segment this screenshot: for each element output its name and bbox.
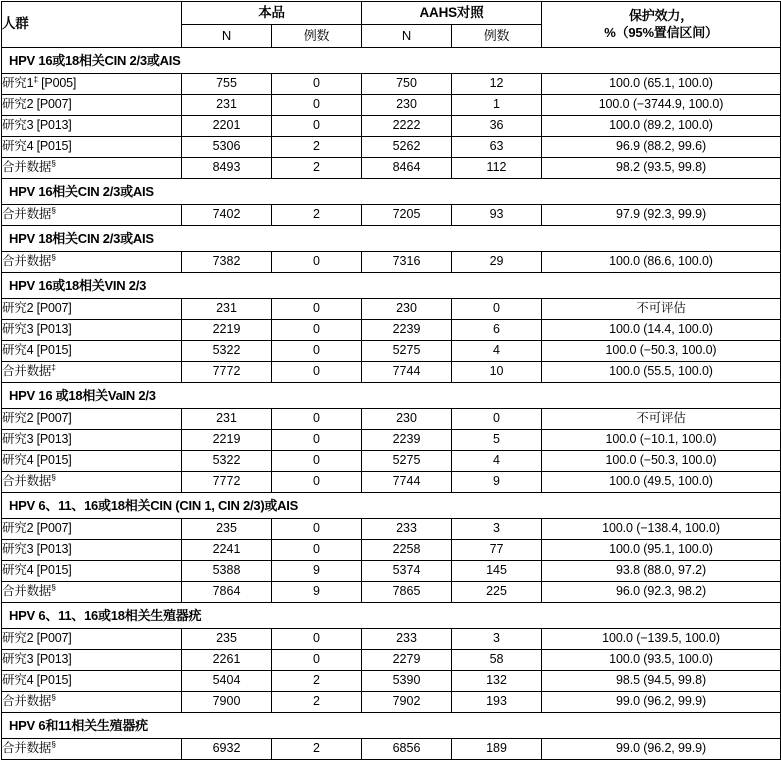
cell-efficacy: 100.0 (−3744.9, 100.0) xyxy=(542,95,781,116)
cell-efficacy: 100.0 (93.5, 100.0) xyxy=(542,650,781,671)
cell-control-cases: 63 xyxy=(452,137,542,158)
cell-vaccine-cases: 0 xyxy=(272,409,362,430)
cell-vaccine-n: 6932 xyxy=(182,739,272,760)
cell-control-cases: 10 xyxy=(452,362,542,383)
population-name: 研究2 xyxy=(2,301,34,316)
population-name: 研究4 xyxy=(2,563,34,578)
study-code: [P007] xyxy=(33,97,72,112)
table-row xyxy=(2,137,781,158)
cell-vaccine-n: 5322 xyxy=(182,341,272,362)
footnote-marker: § xyxy=(51,158,56,169)
table-header xyxy=(2,2,781,48)
cell-efficacy: 99.0 (96.2, 99.9) xyxy=(542,692,781,713)
section-title: HPV 6、11、16或18相关CIN (CIN 1, CIN 2/3)或AIS xyxy=(2,493,781,519)
cell-control-n: 7744 xyxy=(362,362,452,383)
population-name: 研究1 xyxy=(2,76,34,91)
cell-vaccine-n: 2241 xyxy=(182,540,272,561)
cell-efficacy: 不可评估 xyxy=(542,409,781,430)
cell-efficacy: 100.0 (−50.3, 100.0) xyxy=(542,451,781,472)
cell-control-n: 6856 xyxy=(362,739,452,760)
footnote-marker: § xyxy=(51,582,56,593)
population-name: 研究4 xyxy=(2,139,34,154)
cell-control-cases: 6 xyxy=(452,320,542,341)
population-name: 研究2 xyxy=(2,97,34,112)
table-row xyxy=(2,692,781,713)
cell-vaccine-n: 7772 xyxy=(182,362,272,383)
cell-control-cases: 3 xyxy=(452,519,542,540)
table-row xyxy=(2,629,781,650)
study-code: [P013] xyxy=(33,118,72,133)
population-name: 研究3 xyxy=(2,322,34,337)
cell-efficacy: 100.0 (65.1, 100.0) xyxy=(542,74,781,95)
footnote-marker: § xyxy=(51,692,56,703)
cell-efficacy: 不可评估 xyxy=(542,299,781,320)
cell-vaccine-cases: 2 xyxy=(272,158,362,179)
cell-control-cases: 29 xyxy=(452,252,542,273)
cell-population xyxy=(2,519,182,540)
table-row xyxy=(2,74,781,95)
column-header-control-cases: 例数 xyxy=(452,25,542,48)
cell-efficacy: 100.0 (14.4, 100.0) xyxy=(542,320,781,341)
cell-efficacy: 93.8 (88.0, 97.2) xyxy=(542,561,781,582)
cell-efficacy: 96.0 (92.3, 98.2) xyxy=(542,582,781,603)
cell-efficacy: 100.0 (−50.3, 100.0) xyxy=(542,341,781,362)
cell-population xyxy=(2,472,182,493)
footnote-marker: § xyxy=(51,472,56,483)
cell-population xyxy=(2,362,182,383)
efficacy-header-line1: 保护效力， xyxy=(629,8,694,24)
population-name: 研究3 xyxy=(2,652,34,667)
cell-vaccine-n: 7900 xyxy=(182,692,272,713)
cell-efficacy: 100.0 (89.2, 100.0) xyxy=(542,116,781,137)
cell-control-cases: 145 xyxy=(452,561,542,582)
table-row xyxy=(2,116,781,137)
cell-control-cases: 132 xyxy=(452,671,542,692)
section-title: HPV 16 或18相关VaIN 2/3 xyxy=(2,383,781,409)
cell-vaccine-cases: 0 xyxy=(272,320,362,341)
cell-vaccine-cases: 0 xyxy=(272,341,362,362)
cell-vaccine-cases: 2 xyxy=(272,205,362,226)
table-row xyxy=(2,299,781,320)
population-name: 合并数据 xyxy=(2,694,52,709)
column-header-population: 人群 xyxy=(2,2,182,48)
cell-control-n: 2222 xyxy=(362,116,452,137)
population-name: 研究2 xyxy=(2,411,34,426)
cell-efficacy: 97.9 (92.3, 99.9) xyxy=(542,205,781,226)
cell-control-cases: 5 xyxy=(452,430,542,451)
hpv-efficacy-table xyxy=(1,1,781,760)
population-name: 研究3 xyxy=(2,542,34,557)
cell-population xyxy=(2,299,182,320)
cell-vaccine-cases: 2 xyxy=(272,739,362,760)
cell-control-cases: 36 xyxy=(452,116,542,137)
cell-population xyxy=(2,320,182,341)
cell-efficacy: 100.0 (95.1, 100.0) xyxy=(542,540,781,561)
study-code: [P013] xyxy=(33,652,72,667)
cell-efficacy: 100.0 (−10.1, 100.0) xyxy=(542,430,781,451)
cell-vaccine-n: 235 xyxy=(182,519,272,540)
cell-control-n: 2239 xyxy=(362,430,452,451)
cell-vaccine-n: 235 xyxy=(182,629,272,650)
cell-control-cases: 193 xyxy=(452,692,542,713)
study-code: [P013] xyxy=(33,322,72,337)
population-name: 合并数据 xyxy=(2,741,52,756)
study-code: [P007] xyxy=(33,301,72,316)
table-row xyxy=(2,561,781,582)
section-header-row xyxy=(2,603,781,629)
cell-vaccine-cases: 0 xyxy=(272,629,362,650)
cell-vaccine-n: 7772 xyxy=(182,472,272,493)
study-code: [P007] xyxy=(33,521,72,536)
cell-vaccine-n: 2219 xyxy=(182,320,272,341)
cell-population xyxy=(2,341,182,362)
section-header-row xyxy=(2,383,781,409)
table-row xyxy=(2,409,781,430)
column-header-vaccine-group: 本品 xyxy=(182,2,362,25)
cell-control-n: 233 xyxy=(362,519,452,540)
cell-control-n: 7902 xyxy=(362,692,452,713)
cell-control-cases: 0 xyxy=(452,299,542,320)
table-row xyxy=(2,341,781,362)
cell-vaccine-cases: 0 xyxy=(272,519,362,540)
column-header-vaccine-cases: 例数 xyxy=(272,25,362,48)
cell-control-cases: 0 xyxy=(452,409,542,430)
footnote-marker: § xyxy=(51,739,56,750)
cell-vaccine-n: 7382 xyxy=(182,252,272,273)
cell-population xyxy=(2,650,182,671)
cell-vaccine-n: 5322 xyxy=(182,451,272,472)
cell-control-cases: 9 xyxy=(452,472,542,493)
cell-vaccine-cases: 0 xyxy=(272,430,362,451)
table-row xyxy=(2,252,781,273)
cell-population xyxy=(2,451,182,472)
section-header-row xyxy=(2,493,781,519)
population-name: 研究2 xyxy=(2,631,34,646)
cell-control-n: 7316 xyxy=(362,252,452,273)
cell-control-n: 7744 xyxy=(362,472,452,493)
cell-vaccine-n: 231 xyxy=(182,95,272,116)
section-title: HPV 16或18相关CIN 2/3或AIS xyxy=(2,48,781,74)
study-code: [P007] xyxy=(33,631,72,646)
table-row xyxy=(2,739,781,760)
cell-control-cases: 1 xyxy=(452,95,542,116)
column-header-control-group: AAHS对照 xyxy=(362,2,542,25)
cell-efficacy: 100.0 (86.6, 100.0) xyxy=(542,252,781,273)
cell-vaccine-cases: 2 xyxy=(272,671,362,692)
cell-efficacy: 98.2 (93.5, 99.8) xyxy=(542,158,781,179)
cell-vaccine-n: 5306 xyxy=(182,137,272,158)
cell-control-cases: 189 xyxy=(452,739,542,760)
population-name: 合并数据 xyxy=(2,584,52,599)
cell-vaccine-cases: 0 xyxy=(272,116,362,137)
cell-efficacy: 100.0 (55.5, 100.0) xyxy=(542,362,781,383)
cell-vaccine-cases: 0 xyxy=(272,362,362,383)
cell-control-n: 230 xyxy=(362,95,452,116)
population-name: 合并数据 xyxy=(2,254,52,269)
population-name: 合并数据 xyxy=(2,364,52,379)
cell-efficacy: 96.9 (88.2, 99.6) xyxy=(542,137,781,158)
cell-population xyxy=(2,671,182,692)
cell-vaccine-n: 755 xyxy=(182,74,272,95)
section-title: HPV 16相关CIN 2/3或AIS xyxy=(2,179,781,205)
cell-population xyxy=(2,205,182,226)
population-name: 研究4 xyxy=(2,453,34,468)
cell-population xyxy=(2,137,182,158)
cell-population xyxy=(2,158,182,179)
cell-population xyxy=(2,430,182,451)
cell-control-n: 233 xyxy=(362,629,452,650)
cell-control-n: 5262 xyxy=(362,137,452,158)
table-row xyxy=(2,95,781,116)
table-row xyxy=(2,582,781,603)
section-header-row xyxy=(2,226,781,252)
section-header-row xyxy=(2,273,781,299)
cell-population xyxy=(2,95,182,116)
cell-population xyxy=(2,739,182,760)
cell-control-cases: 77 xyxy=(452,540,542,561)
population-name: 合并数据 xyxy=(2,474,52,489)
section-title: HPV 18相关CIN 2/3或AIS xyxy=(2,226,781,252)
efficacy-header-line2: %（95%置信区间） xyxy=(604,25,718,40)
cell-population xyxy=(2,409,182,430)
footnote-marker: § xyxy=(51,205,56,216)
section-header-row xyxy=(2,48,781,74)
cell-vaccine-cases: 0 xyxy=(272,540,362,561)
table-row xyxy=(2,320,781,341)
study-code: [P015] xyxy=(33,563,72,578)
table-row xyxy=(2,472,781,493)
cell-population xyxy=(2,252,182,273)
column-header-vaccine-n: N xyxy=(182,25,272,48)
cell-efficacy: 100.0 (49.5, 100.0) xyxy=(542,472,781,493)
column-header-control-n: N xyxy=(362,25,452,48)
cell-vaccine-cases: 0 xyxy=(272,650,362,671)
cell-vaccine-n: 5388 xyxy=(182,561,272,582)
cell-control-n: 2239 xyxy=(362,320,452,341)
cell-vaccine-cases: 0 xyxy=(272,95,362,116)
cell-control-n: 750 xyxy=(362,74,452,95)
cell-control-cases: 12 xyxy=(452,74,542,95)
table-row xyxy=(2,205,781,226)
cell-control-cases: 58 xyxy=(452,650,542,671)
cell-vaccine-n: 8493 xyxy=(182,158,272,179)
cell-vaccine-n: 2261 xyxy=(182,650,272,671)
cell-control-cases: 4 xyxy=(452,451,542,472)
footnote-marker: ‡ xyxy=(33,74,38,85)
table-row xyxy=(2,362,781,383)
cell-control-n: 8464 xyxy=(362,158,452,179)
cell-vaccine-cases: 2 xyxy=(272,137,362,158)
study-code: [P007] xyxy=(33,411,72,426)
table-row xyxy=(2,540,781,561)
table-row xyxy=(2,650,781,671)
cell-vaccine-cases: 0 xyxy=(272,252,362,273)
cell-efficacy: 100.0 (−138.4, 100.0) xyxy=(542,519,781,540)
section-title: HPV 6、11、16或18相关生殖器疣 xyxy=(2,603,781,629)
cell-control-cases: 225 xyxy=(452,582,542,603)
cell-control-n: 230 xyxy=(362,299,452,320)
cell-vaccine-cases: 0 xyxy=(272,74,362,95)
section-header-row xyxy=(2,179,781,205)
section-header-row xyxy=(2,713,781,739)
table-row xyxy=(2,430,781,451)
population-name: 研究2 xyxy=(2,521,34,536)
table-body xyxy=(2,48,781,760)
cell-vaccine-cases: 0 xyxy=(272,451,362,472)
cell-efficacy: 99.0 (96.2, 99.9) xyxy=(542,739,781,760)
cell-control-n: 2258 xyxy=(362,540,452,561)
cell-population xyxy=(2,629,182,650)
cell-control-cases: 93 xyxy=(452,205,542,226)
column-header-efficacy xyxy=(542,2,781,48)
study-code: [P005] xyxy=(37,76,77,91)
cell-control-n: 5374 xyxy=(362,561,452,582)
page-root xyxy=(0,1,781,756)
cell-population xyxy=(2,561,182,582)
population-name: 研究3 xyxy=(2,118,34,133)
cell-population xyxy=(2,692,182,713)
cell-population xyxy=(2,582,182,603)
section-title: HPV 6和11相关生殖器疣 xyxy=(2,713,781,739)
cell-control-cases: 4 xyxy=(452,341,542,362)
population-name: 研究4 xyxy=(2,343,34,358)
study-code: [P015] xyxy=(33,343,72,358)
study-code: [P015] xyxy=(33,673,72,688)
cell-control-n: 5275 xyxy=(362,341,452,362)
study-code: [P013] xyxy=(33,432,72,447)
cell-vaccine-cases: 0 xyxy=(272,472,362,493)
cell-vaccine-n: 7864 xyxy=(182,582,272,603)
table-row xyxy=(2,451,781,472)
study-code: [P015] xyxy=(33,453,72,468)
cell-vaccine-n: 5404 xyxy=(182,671,272,692)
cell-control-n: 7865 xyxy=(362,582,452,603)
cell-population xyxy=(2,74,182,95)
study-code: [P015] xyxy=(33,139,72,154)
cell-control-n: 230 xyxy=(362,409,452,430)
footnote-marker: § xyxy=(51,252,56,263)
cell-control-n: 5390 xyxy=(362,671,452,692)
cell-vaccine-cases: 9 xyxy=(272,561,362,582)
section-title: HPV 16或18相关VIN 2/3 xyxy=(2,273,781,299)
cell-population xyxy=(2,540,182,561)
cell-population xyxy=(2,116,182,137)
population-name: 合并数据 xyxy=(2,160,52,175)
cell-efficacy: 100.0 (−139.5, 100.0) xyxy=(542,629,781,650)
study-code: [P013] xyxy=(33,542,72,557)
cell-control-n: 2279 xyxy=(362,650,452,671)
cell-control-cases: 3 xyxy=(452,629,542,650)
population-name: 研究4 xyxy=(2,673,34,688)
footnote-marker: ‡ xyxy=(51,362,56,373)
population-name: 合并数据 xyxy=(2,207,52,222)
cell-vaccine-n: 2201 xyxy=(182,116,272,137)
cell-efficacy: 98.5 (94.5, 99.8) xyxy=(542,671,781,692)
cell-control-cases: 112 xyxy=(452,158,542,179)
cell-vaccine-n: 2219 xyxy=(182,430,272,451)
table-row xyxy=(2,158,781,179)
cell-vaccine-cases: 0 xyxy=(272,299,362,320)
header-row-top xyxy=(2,2,781,25)
cell-vaccine-n: 231 xyxy=(182,299,272,320)
table-row xyxy=(2,671,781,692)
cell-vaccine-cases: 9 xyxy=(272,582,362,603)
population-name: 研究3 xyxy=(2,432,34,447)
cell-control-n: 7205 xyxy=(362,205,452,226)
table-row xyxy=(2,519,781,540)
cell-control-n: 5275 xyxy=(362,451,452,472)
cell-vaccine-n: 7402 xyxy=(182,205,272,226)
cell-vaccine-cases: 2 xyxy=(272,692,362,713)
cell-vaccine-n: 231 xyxy=(182,409,272,430)
